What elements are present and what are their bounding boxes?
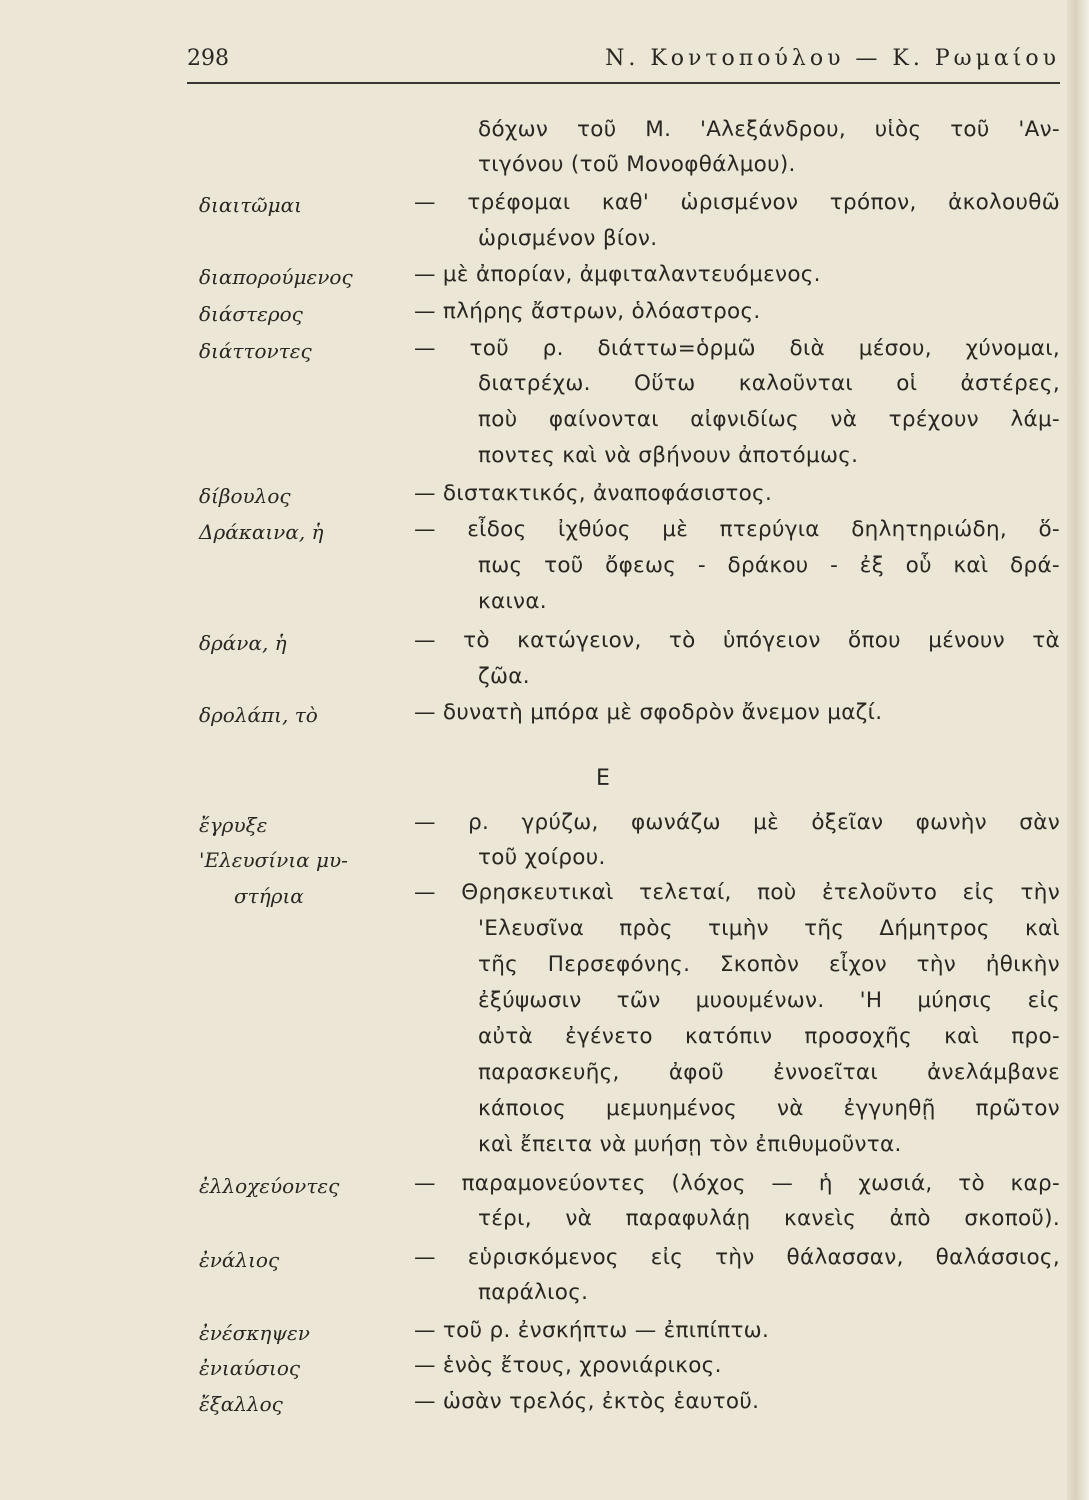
running-head: Ν. Κοντοπούλου — Κ. Ρωμαίου xyxy=(605,46,1060,71)
entry-term: 'Ελευσίνια μυ- xyxy=(199,848,348,872)
definition-line: αὐτὰ ἐγένετο κατόπιν προσοχῆς καὶ προ- xyxy=(478,1024,1060,1049)
definition-line: — τρέφομαι καθ' ὡρισμένον τρόπον, ἀκολουθῶ xyxy=(414,190,1060,215)
entry-term: διάττοντες xyxy=(199,339,312,363)
definition-line: ποὺ φαίνονται αἰφνιδίως νὰ τρέχουν λάμ- xyxy=(478,407,1060,432)
entry-term: δίβουλος xyxy=(199,484,291,508)
entry-term: διάστερος xyxy=(199,302,303,326)
entry-term: δράνα, ἡ xyxy=(199,631,287,655)
entry-term-continuation: στήρια xyxy=(234,884,304,908)
definition-line: — διστακτικός, ἀναποφάσιστος. xyxy=(414,481,773,506)
definition-line: — ὡσὰν τρελός, ἐκτὸς ἑαυτοῦ. xyxy=(414,1389,760,1414)
definition-line: — ρ. γρύζω, φωνάζω μὲ ὀξεῖαν φωνὴν σὰν xyxy=(414,810,1060,835)
definition-line: — τὸ κατώγειον, τὸ ὑπόγειον ὅπου μένουν τὰ xyxy=(414,628,1060,653)
definition-line: — εὑρισκόμενος εἰς τὴν θάλασσαν, θαλάσσιος, xyxy=(414,1245,1060,1270)
page-edge xyxy=(1067,0,1089,1500)
definition-line: ἐξύψωσιν τῶν μυουμένων. 'Η μύησις εἰς xyxy=(478,988,1060,1013)
entry-term: ἐνάλιος xyxy=(199,1248,280,1272)
definition-line: — τοῦ ρ. ἐνσκήπτω — ἐπιπίπτω. xyxy=(414,1318,770,1343)
definition-line: τῆς Περσεφόνης. Σκοπὸν εἶχον τὴν ἠθικὴν xyxy=(478,952,1060,977)
entry-term: ἐνέσκηψεν xyxy=(199,1321,310,1345)
definition-line: 'Ελευσῖνα πρὸς τιμὴν τῆς Δήμητρος καὶ xyxy=(478,916,1060,941)
entry-term: ἐλλοχεύοντες xyxy=(199,1174,340,1198)
definition-line: καὶ ἔπειτα νὰ μυήσῃ τὸν ἐπιθυμοῦντα. xyxy=(478,1132,902,1157)
entry-term: ἐνιαύσιος xyxy=(199,1356,301,1380)
definition-line: — Θρησκευτικαὶ τελεταί, ποὺ ἐτελοῦντο εἰς τὴν xyxy=(414,880,1060,905)
definition-line: δόχων τοῦ Μ. 'Αλεξάνδρου, υἱὸς τοῦ 'Αν- xyxy=(478,117,1060,142)
entry-term: διαιτῶμαι xyxy=(199,193,302,217)
definition-line: — παραμονεύοντες (λόχος — ἡ χωσιά, τὸ καρ- xyxy=(414,1171,1060,1196)
definition-line: — δυνατὴ μπόρα μὲ σφοδρὸν ἄνεμον μαζί. xyxy=(414,700,883,725)
header-rule xyxy=(187,82,1060,84)
definition-line: κάποιος μεμυημένος νὰ ἐγγυηθῇ πρῶτον xyxy=(478,1096,1060,1121)
entry-term: ἔγρυξε xyxy=(199,813,268,837)
definition-line: τέρι, νὰ παραφυλάῃ κανεὶς ἀπὸ σκοποῦ). xyxy=(478,1206,1060,1231)
definition-line: παρασκευῆς, ἀφοῦ ἐννοεῖται ἀνελάμβανε xyxy=(478,1060,1060,1085)
definition-line: καινα. xyxy=(478,589,547,614)
entry-term: δρολάπι, τὸ xyxy=(199,703,318,727)
definition-line: — εἶδος ἰχθύος μὲ πτερύγια δηλητηριώδη, ὅ- xyxy=(414,517,1060,542)
entry-term: ἔξαλλος xyxy=(199,1392,283,1416)
definition-line: ζῶα. xyxy=(478,664,530,689)
page-number: 298 xyxy=(187,46,229,71)
definition-line: ὡρισμένον βίον. xyxy=(478,226,658,251)
definition-line: — ἑνὸς ἔτους, χρονιάρικος. xyxy=(414,1353,722,1378)
page-header xyxy=(187,40,1060,80)
entry-term: Δράκαινα, ἡ xyxy=(199,520,324,544)
definition-line: — τοῦ ρ. διάττω=ὁρμῶ διὰ μέσου, χύνομαι, xyxy=(414,336,1060,361)
definition-line: ποντες καὶ νὰ σβήνουν ἀποτόμως. xyxy=(478,443,859,468)
section-letter: Ε xyxy=(596,766,610,791)
definition-line: — μὲ ἀπορίαν, ἀμφιταλαντευόμενος. xyxy=(414,262,821,287)
definition-line: τιγόνου (τοῦ Μονοφθάλμου). xyxy=(478,152,796,177)
definition-line: παράλιος. xyxy=(478,1280,589,1305)
definition-line: πως τοῦ ὄφεως - δράκου - ἐξ οὗ καὶ δρά- xyxy=(478,553,1060,578)
definition-line: — πλήρης ἄστρων, ὁλόαστρος. xyxy=(414,299,761,324)
entry-term: διαπορούμενος xyxy=(199,265,353,289)
definition-line: διατρέχω. Οὕτω καλοῦνται οἱ ἀστέρες, xyxy=(478,371,1060,396)
definition-line: τοῦ χοίρου. xyxy=(478,845,606,870)
